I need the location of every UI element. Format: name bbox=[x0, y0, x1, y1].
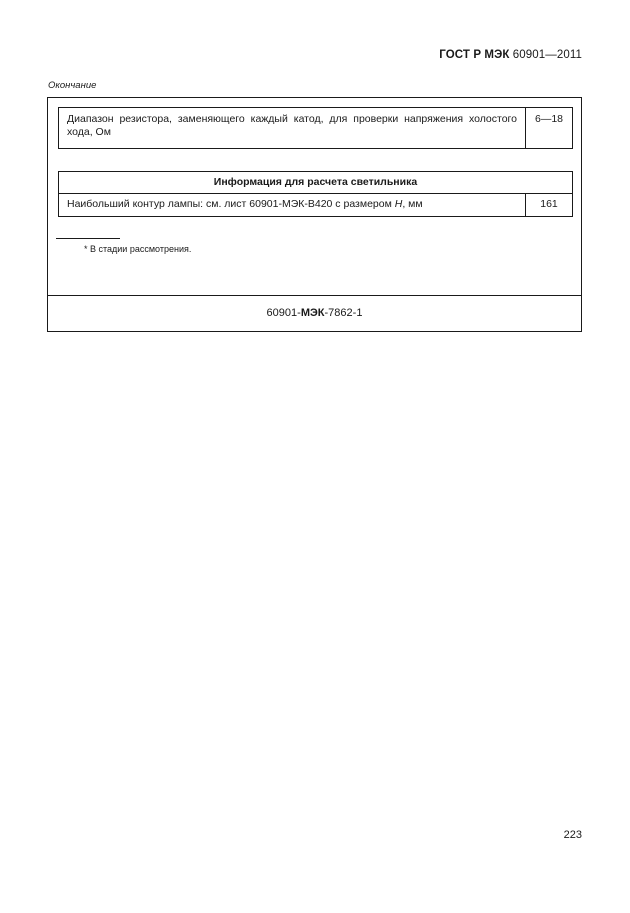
footnote: * В стадии рассмотрения. bbox=[84, 244, 192, 254]
sheet-divider bbox=[48, 295, 581, 296]
sheet-identifier bbox=[48, 307, 581, 319]
standard-number: 60901—2011 bbox=[509, 49, 582, 61]
page-number: 223 bbox=[563, 829, 582, 841]
parameter-value: 6—18 bbox=[534, 113, 564, 125]
continuation-label: Окончание bbox=[48, 80, 97, 91]
description-prefix: Наибольший контур лампы: см. лист 60901-МЭК-В420 с размером bbox=[67, 198, 395, 210]
parameter-table bbox=[58, 107, 573, 149]
document-header bbox=[439, 49, 582, 61]
description-suffix: , мм bbox=[402, 198, 423, 210]
parameter-description: Диапазон резистора, заменяющего каждый катод, для проверки напряжения холостого хода, Ом bbox=[59, 108, 526, 148]
luminaire-info-description bbox=[59, 194, 526, 216]
sheet-id-part2: МЭК bbox=[300, 307, 325, 319]
dimension-variable: H bbox=[394, 198, 403, 210]
sheet-id-part3: -7862-1 bbox=[324, 307, 363, 319]
sheet-frame bbox=[47, 97, 582, 332]
sheet-id-part1: 60901- bbox=[266, 307, 301, 319]
luminaire-info-table bbox=[58, 171, 573, 217]
luminaire-info-heading: Информация для расчета светильника bbox=[59, 172, 572, 194]
standard-code: ГОСТ Р МЭК bbox=[439, 49, 510, 61]
footnote-rule bbox=[56, 238, 120, 239]
table-row bbox=[59, 194, 572, 216]
luminaire-info-value: 161 bbox=[540, 198, 558, 210]
